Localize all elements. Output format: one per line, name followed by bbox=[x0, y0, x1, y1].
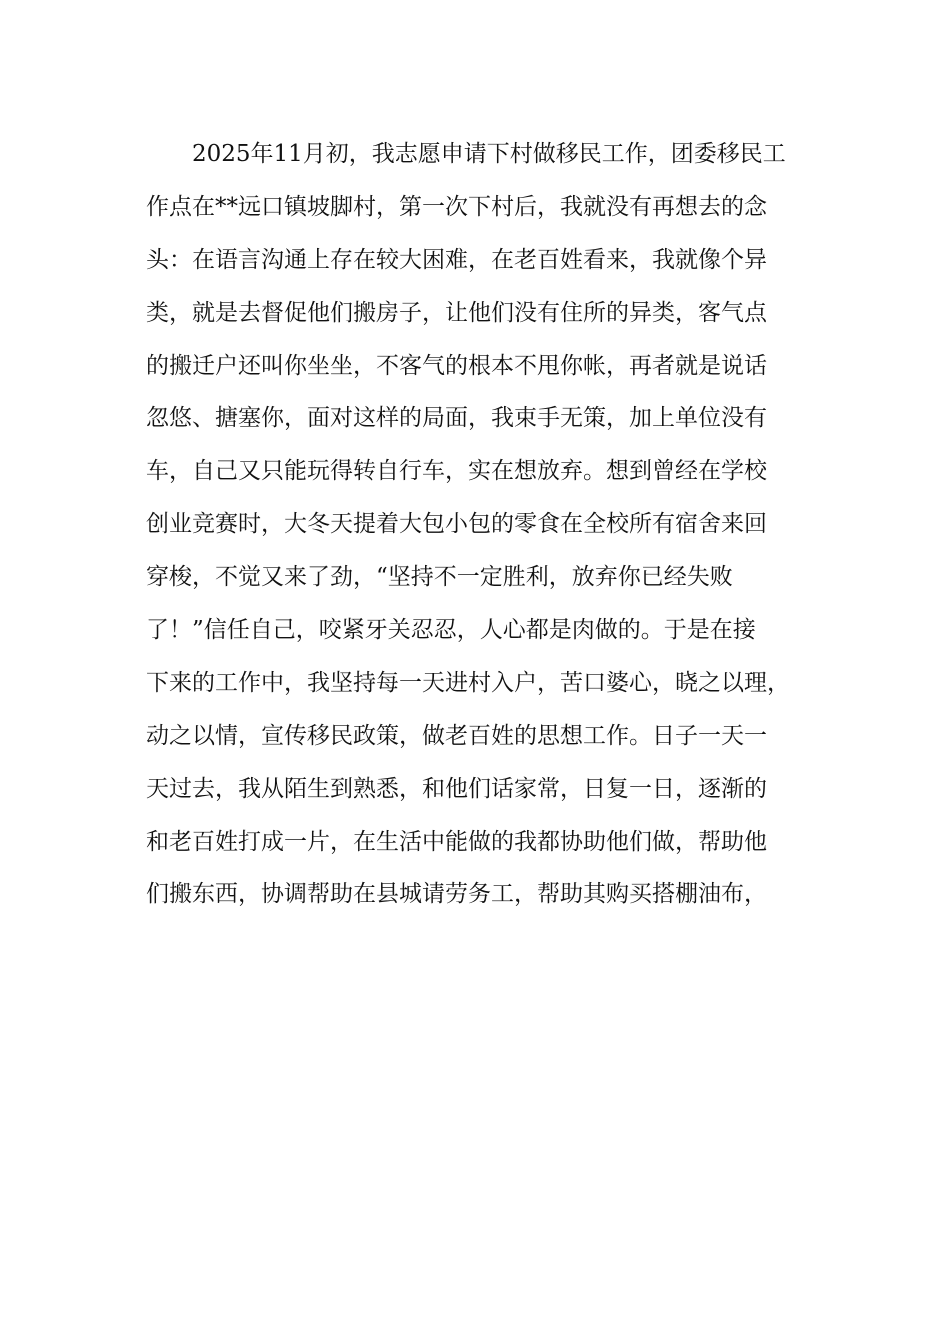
body-paragraph bbox=[146, 128, 816, 921]
paragraph-line: 忽悠、搪塞你，面对这样的局面，我束手无策，加上单位没有 bbox=[146, 405, 767, 432]
paragraph-line: 们搬东西，协调帮助在县城请劳务工，帮助其购买搭棚油布， bbox=[146, 881, 767, 908]
paragraph-line: 的搬迁户还叫你坐坐，不客气的根本不甩你帐，再者就是说话 bbox=[146, 352, 767, 379]
paragraph-line: 下来的工作中，我坚持每一天进村入户，苦口婆心，晓之以理， bbox=[146, 669, 790, 696]
paragraph-line: 和老百姓打成一片，在生活中能做的我都协助他们做，帮助他 bbox=[146, 828, 767, 855]
paragraph-line: 头：在语言沟通上存在较大困难，在老百姓看来，我就像个异 bbox=[146, 246, 767, 273]
paragraph-line: 了！”信任自己，咬紧牙关忍忍，人心都是肉做的。于是在接 bbox=[146, 617, 756, 644]
paragraph-line: 动之以情，宣传移民政策，做老百姓的思想工作。日子一天一 bbox=[146, 722, 767, 749]
paragraph-line: 创业竞赛时，大冬天提着大包小包的零食在全校所有宿舍来回 bbox=[146, 511, 767, 538]
paragraph-line: 2025年11月初，我志愿申请下村做移民工作，团委移民工 bbox=[192, 141, 786, 167]
paragraph-line: 天过去，我从陌生到熟悉，和他们话家常，日复一日，逐渐的 bbox=[146, 775, 767, 802]
paragraph-line: 穿梭，不觉又来了劲，“坚持不一定胜利，放弃你已经失败 bbox=[146, 564, 733, 591]
paragraph-line: 车，自己又只能玩得转自行车，实在想放弃。想到曾经在学校 bbox=[146, 458, 767, 485]
paragraph-line: 作点在**远口镇坡脚村，第一次下村后，我就没有再想去的念 bbox=[146, 193, 767, 220]
paragraph-line: 类，就是去督促他们搬房子，让他们没有住所的异类，客气点 bbox=[146, 299, 767, 326]
